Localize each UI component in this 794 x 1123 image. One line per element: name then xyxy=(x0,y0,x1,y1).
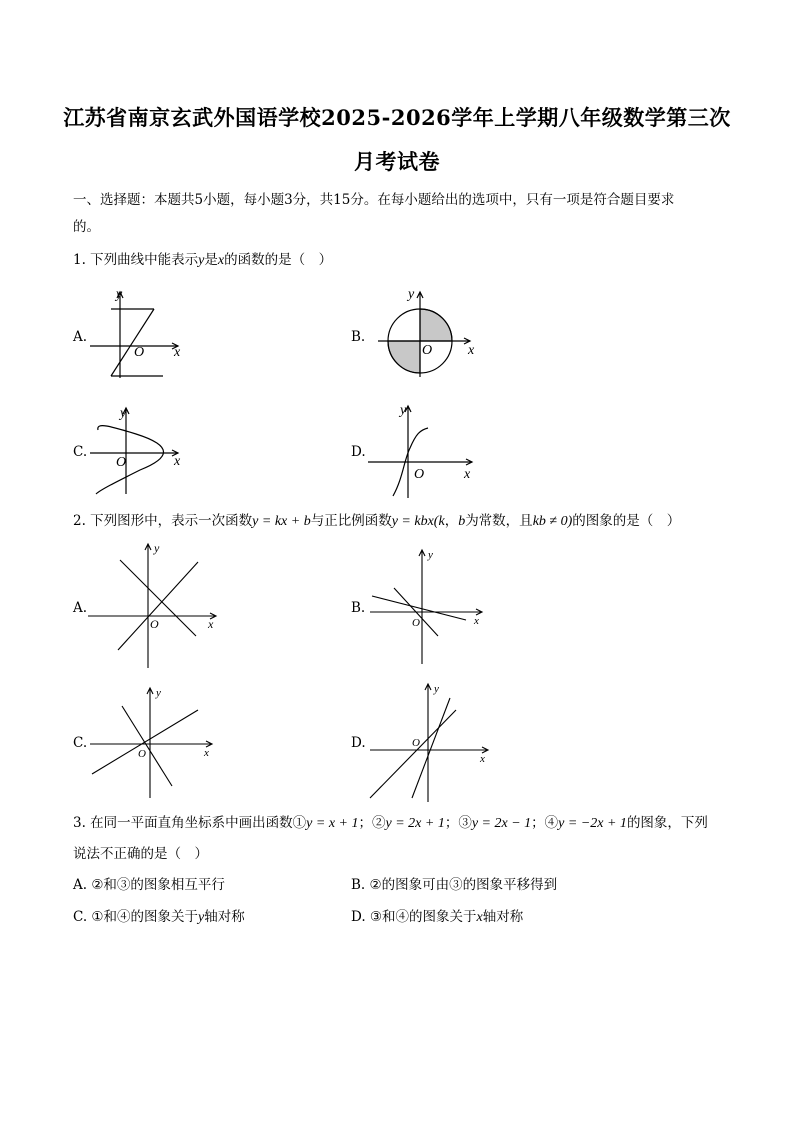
q2-graph-d xyxy=(368,680,498,805)
y-axis-label: y xyxy=(156,687,161,699)
origin-label: O xyxy=(412,617,420,629)
q1-option-d-label[interactable]: D. xyxy=(351,444,366,460)
x-axis-label: x xyxy=(468,343,475,358)
q1-graph-c xyxy=(86,400,206,500)
section-instructions-line2: 的。 xyxy=(73,219,100,235)
x-axis-label: x xyxy=(208,617,214,631)
exam-title-line2: 月考试卷 xyxy=(354,149,440,174)
y-axis-label: y xyxy=(154,541,160,555)
q2-graph-c xyxy=(88,684,228,804)
y-axis-label: y xyxy=(408,287,415,302)
question-3-stem-line1: 3. 在同一平面直角坐标系中画出函数①y = x + 1；②y = 2x + 1；③y = 2x − 1；④y = −2x + 1的图象，下列 xyxy=(73,815,708,831)
x-axis-label: x xyxy=(464,467,471,482)
q2-graph-a xyxy=(88,540,228,675)
q3-option-a[interactable]: A. ②和③的图象相互平行 xyxy=(73,877,225,893)
q2-graph-b xyxy=(368,546,498,666)
origin-label: O xyxy=(414,467,425,482)
origin-label: O xyxy=(422,343,433,358)
origin-label: O xyxy=(138,748,146,760)
q2-option-c-label[interactable]: C. xyxy=(73,735,88,751)
q2-option-a-label[interactable]: A. xyxy=(73,600,88,616)
x-axis-label: x xyxy=(480,753,485,765)
y-axis-label: y xyxy=(120,406,127,421)
section-instructions-line1: 一、选择题：本题共5小题，每小题3分，共15分。在每小题给出的选项中，只有一项是符合题目要求 xyxy=(73,192,675,208)
x-axis-label: x xyxy=(174,454,181,469)
origin-label: O xyxy=(134,345,145,360)
q1-graph-a xyxy=(86,282,206,392)
y-axis-label: y xyxy=(434,683,439,695)
y-axis-label: y xyxy=(428,549,433,561)
q3-option-b[interactable]: B. ②的图象可由③的图象平移得到 xyxy=(351,877,558,893)
q1-option-b-label[interactable]: B. xyxy=(351,329,366,345)
q1-graph-b xyxy=(378,282,498,382)
q3-option-d[interactable]: D. ③和④的图象关于x轴对称 xyxy=(351,909,524,925)
x-axis-label: x xyxy=(474,615,479,627)
x-axis-label: x xyxy=(204,747,209,759)
q1-graph-d xyxy=(368,398,488,502)
x-axis-label: x xyxy=(174,345,181,360)
y-axis-label: y xyxy=(116,287,123,302)
q3-option-c[interactable]: C. ①和④的图象关于y轴对称 xyxy=(73,909,245,925)
q2-option-b-label[interactable]: B. xyxy=(351,600,366,616)
question-2-stem: 2. 下列图形中，表示一次函数y = kx + b与正比例函数y = kbx(k，b为常数，且kb ≠ 0)的图象的是（ ） xyxy=(73,513,681,529)
q2-option-d-label[interactable]: D. xyxy=(351,735,366,751)
y-axis-label: y xyxy=(400,403,407,418)
q1-option-a-label[interactable]: A. xyxy=(73,329,88,345)
origin-label: O xyxy=(412,737,420,749)
exam-title-line1: 江苏省南京玄武外国语学校2025-2026学年上学期八年级数学第三次 xyxy=(63,105,731,130)
question-3-stem-line2: 说法不正确的是（ ） xyxy=(73,846,208,862)
origin-label: O xyxy=(150,617,159,631)
question-1-stem: 1. 下列曲线中能表示y是x的函数的是（ ） xyxy=(73,252,333,268)
q1-option-c-label[interactable]: C. xyxy=(73,444,88,460)
origin-label: O xyxy=(116,455,127,470)
